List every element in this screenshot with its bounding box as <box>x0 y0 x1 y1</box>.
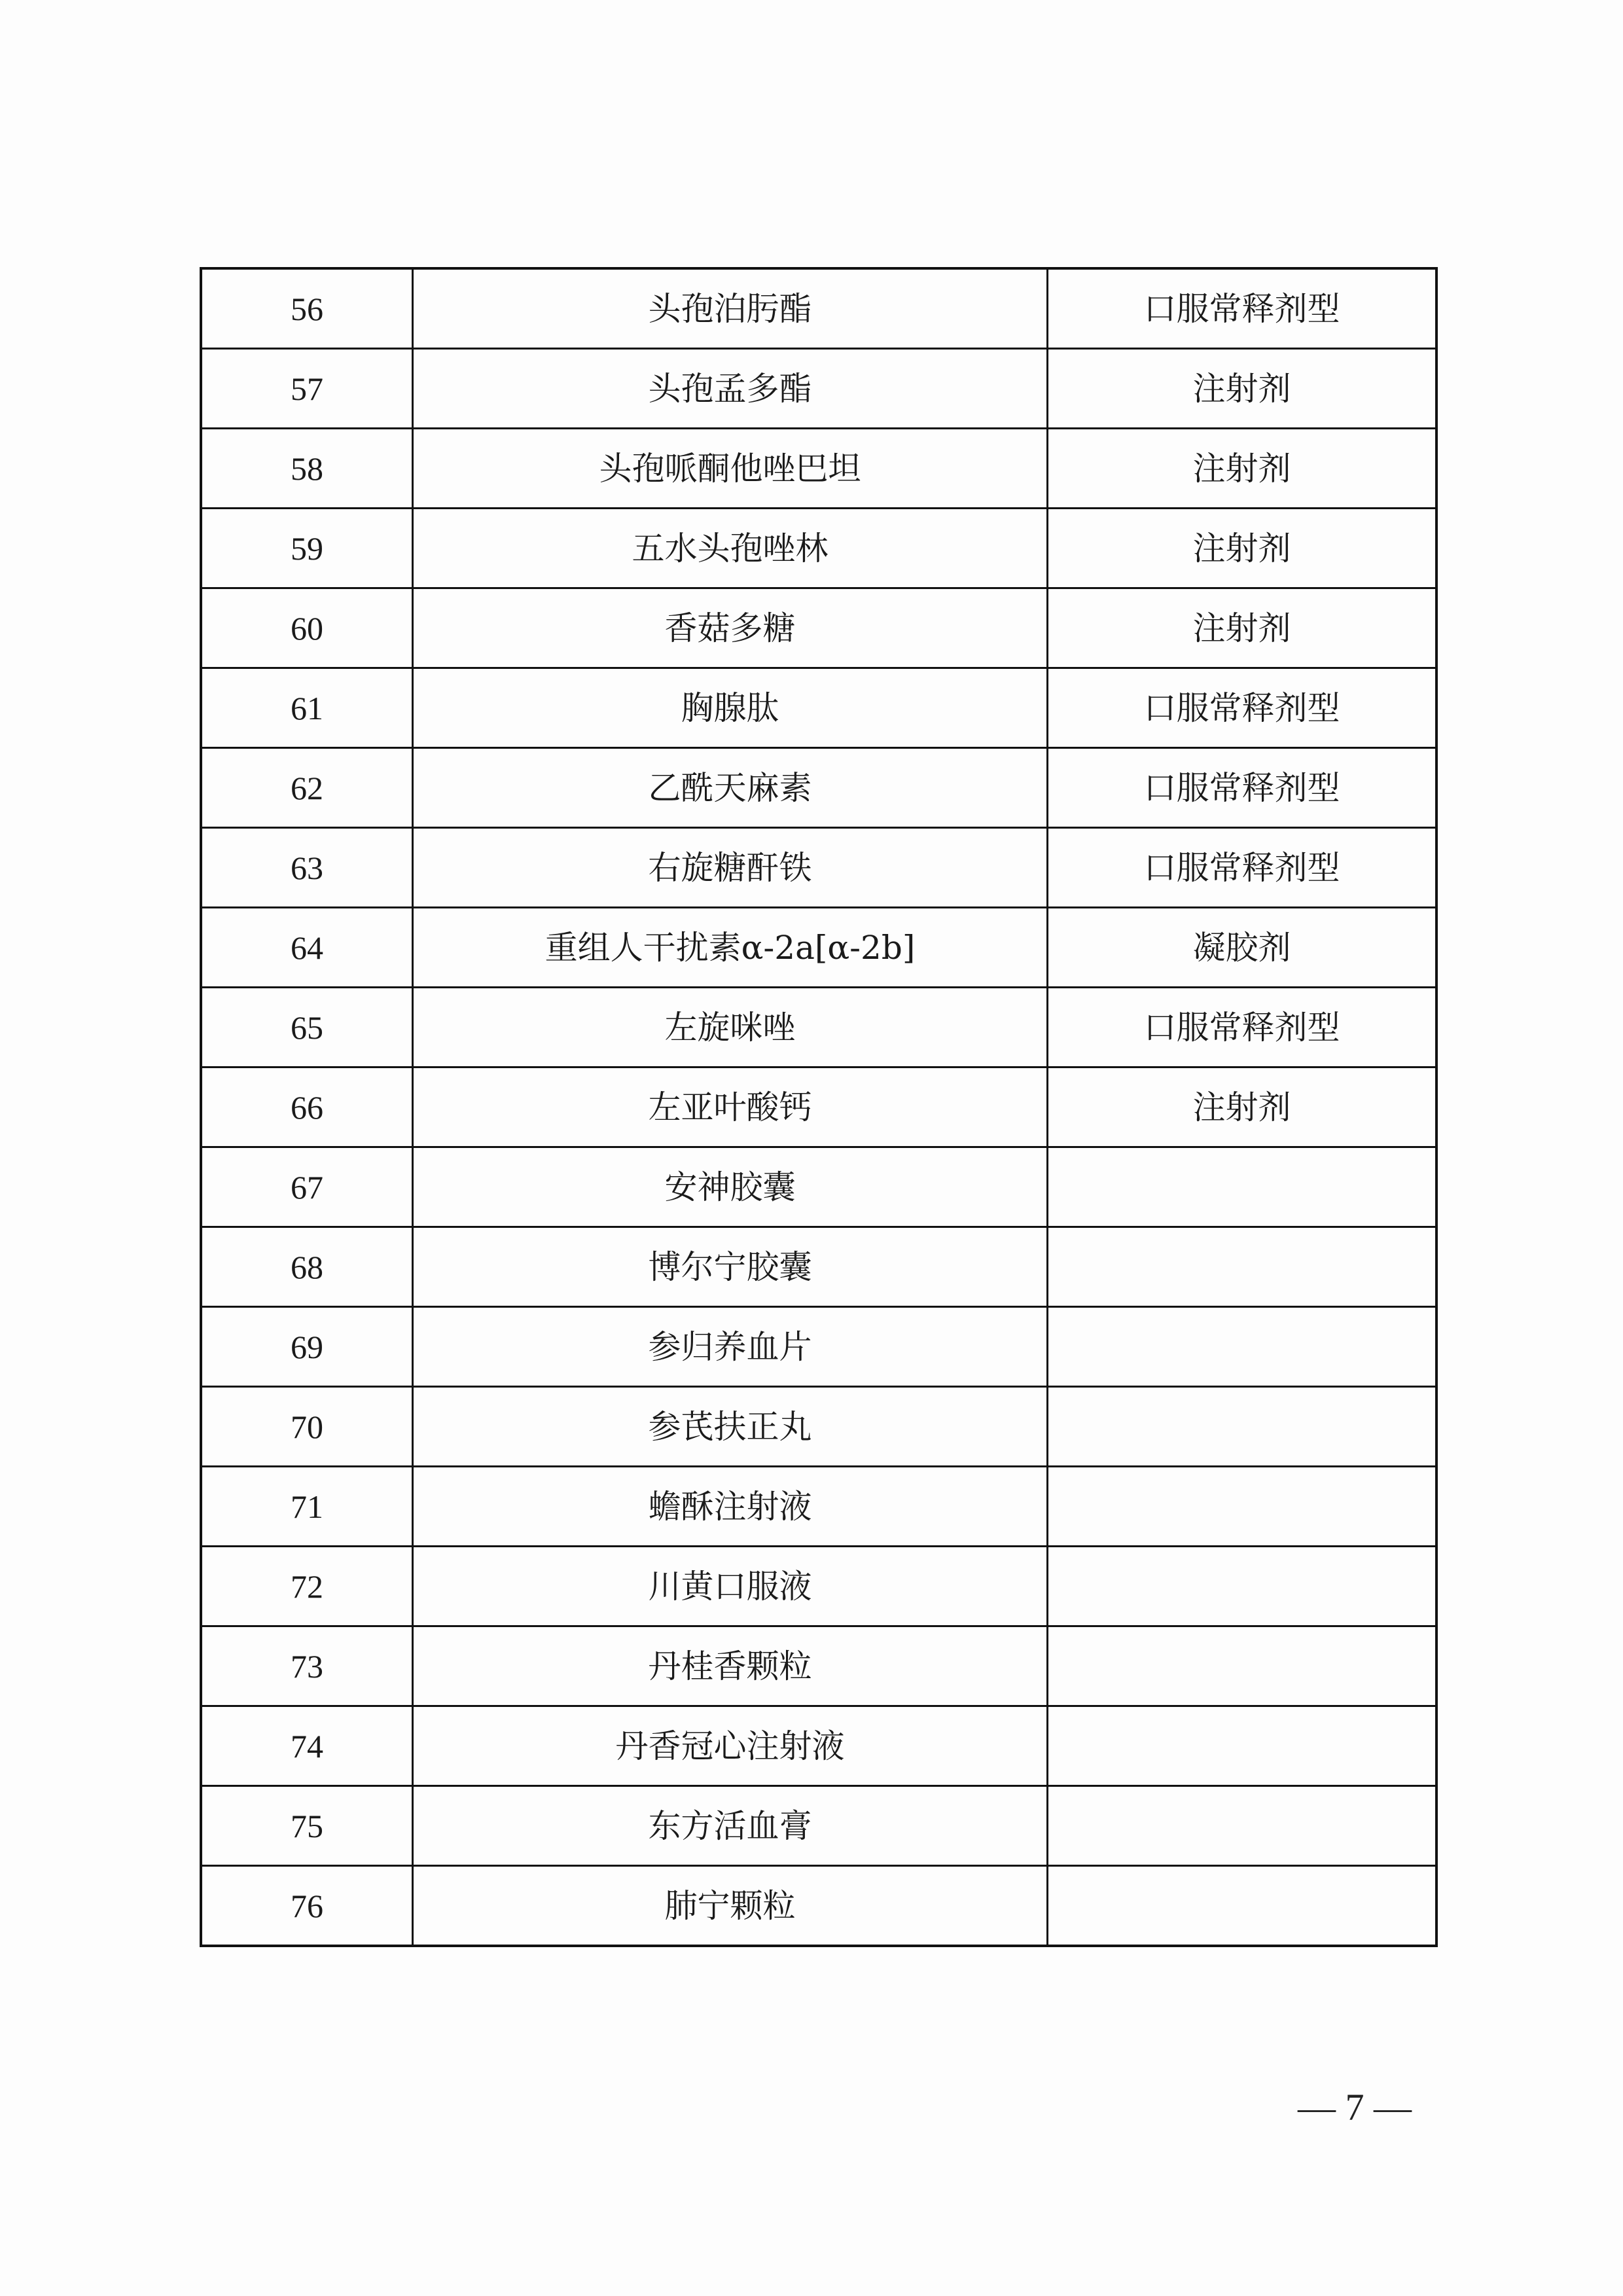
row-number: 75 <box>201 1786 413 1866</box>
table-row <box>201 1227 1436 1307</box>
dosage-form <box>1048 1547 1437 1626</box>
row-number: 73 <box>201 1626 413 1706</box>
table-row <box>201 908 1436 988</box>
row-number: 70 <box>201 1387 413 1467</box>
drug-name: 头孢孟多酯 <box>413 349 1048 429</box>
drug-name: 参芪扶正丸 <box>413 1387 1048 1467</box>
drug-name: 丹桂香颗粒 <box>413 1626 1048 1706</box>
table-row <box>201 1547 1436 1626</box>
drug-name: 右旋糖酐铁 <box>413 828 1048 908</box>
row-number: 68 <box>201 1227 413 1307</box>
drug-name: 东方活血膏 <box>413 1786 1048 1866</box>
table-row <box>201 988 1436 1067</box>
row-number: 71 <box>201 1467 413 1547</box>
drug-name: 博尔宁胶囊 <box>413 1227 1048 1307</box>
dosage-form <box>1048 1467 1437 1547</box>
row-number: 56 <box>201 268 413 349</box>
dosage-form: 注射剂 <box>1048 349 1437 429</box>
row-number: 67 <box>201 1147 413 1227</box>
page-number: — 7 — <box>1298 2086 1412 2128</box>
dosage-form: 凝胶剂 <box>1048 908 1437 988</box>
row-number: 76 <box>201 1866 413 1946</box>
dosage-form <box>1048 1387 1437 1467</box>
row-number: 69 <box>201 1307 413 1387</box>
table-row <box>201 1786 1436 1866</box>
dosage-form: 注射剂 <box>1048 1067 1437 1147</box>
table-row <box>201 1387 1436 1467</box>
dosage-form <box>1048 1227 1437 1307</box>
row-number: 63 <box>201 828 413 908</box>
drug-name: 安神胶囊 <box>413 1147 1048 1227</box>
row-number: 62 <box>201 748 413 828</box>
drug-name: 川黄口服液 <box>413 1547 1048 1626</box>
dosage-form: 注射剂 <box>1048 509 1437 588</box>
drug-name: 参归养血片 <box>413 1307 1048 1387</box>
dosage-form <box>1048 1626 1437 1706</box>
dosage-form: 口服常释剂型 <box>1048 828 1437 908</box>
table-row <box>201 588 1436 668</box>
table-row <box>201 668 1436 748</box>
dosage-form <box>1048 1706 1437 1786</box>
dosage-form <box>1048 1307 1437 1387</box>
dosage-form: 注射剂 <box>1048 588 1437 668</box>
dosage-form: 口服常释剂型 <box>1048 748 1437 828</box>
row-number: 58 <box>201 429 413 509</box>
table-row <box>201 1866 1436 1946</box>
drug-name: 头孢泊肟酯 <box>413 268 1048 349</box>
table-row <box>201 748 1436 828</box>
row-number: 72 <box>201 1547 413 1626</box>
dosage-form <box>1048 1786 1437 1866</box>
dosage-form: 注射剂 <box>1048 429 1437 509</box>
table-row <box>201 268 1436 349</box>
row-number: 65 <box>201 988 413 1067</box>
dosage-form <box>1048 1147 1437 1227</box>
table-row <box>201 509 1436 588</box>
drug-name: 丹香冠心注射液 <box>413 1706 1048 1786</box>
row-number: 57 <box>201 349 413 429</box>
row-number: 60 <box>201 588 413 668</box>
drug-name: 胸腺肽 <box>413 668 1048 748</box>
drug-name: 蟾酥注射液 <box>413 1467 1048 1547</box>
drug-name: 左亚叶酸钙 <box>413 1067 1048 1147</box>
drug-name: 左旋咪唑 <box>413 988 1048 1067</box>
drug-name: 乙酰天麻素 <box>413 748 1048 828</box>
drug-name: 香菇多糖 <box>413 588 1048 668</box>
table-row <box>201 1147 1436 1227</box>
dosage-form: 口服常释剂型 <box>1048 668 1437 748</box>
dosage-form: 口服常释剂型 <box>1048 988 1437 1067</box>
drug-table <box>200 267 1438 1947</box>
row-number: 66 <box>201 1067 413 1147</box>
row-number: 61 <box>201 668 413 748</box>
table-row <box>201 1626 1436 1706</box>
drug-name: 肺宁颗粒 <box>413 1866 1048 1946</box>
table-row <box>201 1706 1436 1786</box>
table-row <box>201 828 1436 908</box>
drug-name: 重组人干扰素α-2a[α-2b] <box>413 908 1048 988</box>
drug-name: 五水头孢唑林 <box>413 509 1048 588</box>
table-row <box>201 1067 1436 1147</box>
row-number: 64 <box>201 908 413 988</box>
table-row <box>201 349 1436 429</box>
drug-name: 头孢哌酮他唑巴坦 <box>413 429 1048 509</box>
drug-table-body <box>201 268 1436 1946</box>
table-row <box>201 1467 1436 1547</box>
row-number: 59 <box>201 509 413 588</box>
dosage-form <box>1048 1866 1437 1946</box>
table-row <box>201 429 1436 509</box>
table-row <box>201 1307 1436 1387</box>
row-number: 74 <box>201 1706 413 1786</box>
dosage-form: 口服常释剂型 <box>1048 268 1437 349</box>
